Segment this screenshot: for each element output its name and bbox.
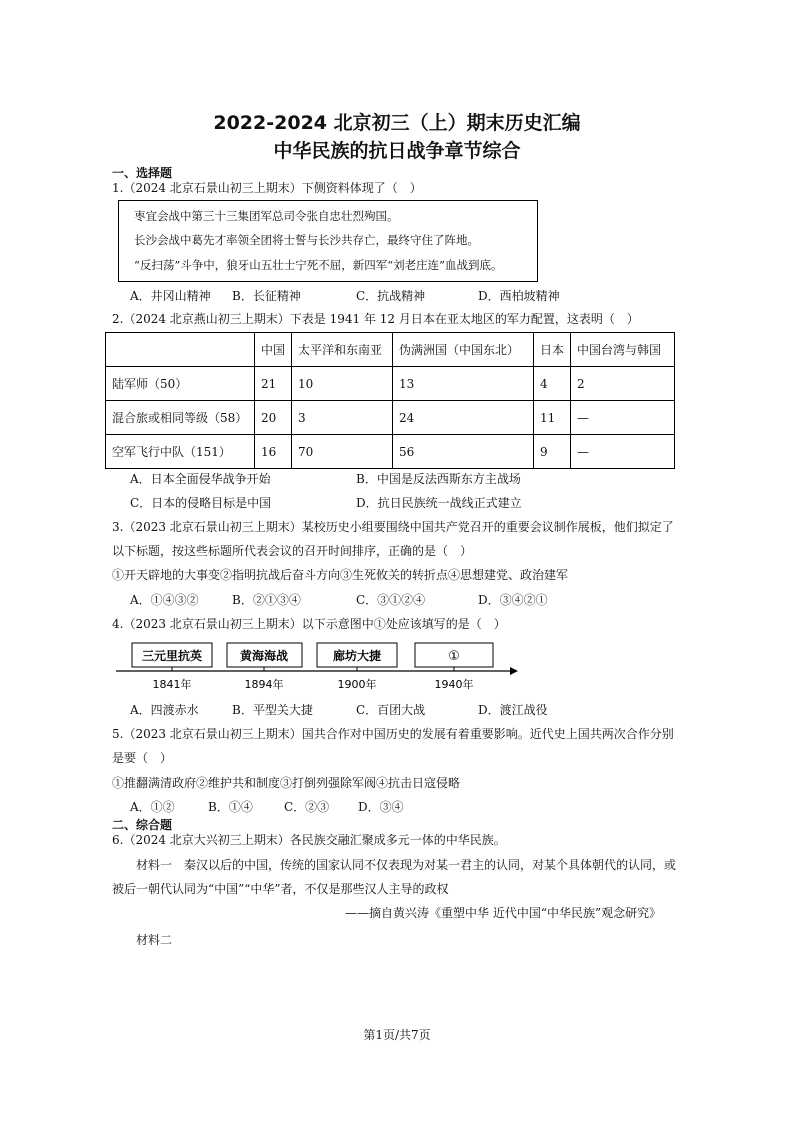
q2-stem: 2.（2024 北京燕山初三上期末）下表是 1941 年 12 月日本在亚太地区的军力配置，这表明（ ）	[112, 312, 639, 326]
q4-option-c: C．百团大战	[356, 703, 426, 717]
q3-stem-line-2: 以下标题，按这些标题所代表会议的召开时间排序，正确的是（ ）	[112, 544, 473, 558]
table-header-row	[106, 333, 675, 367]
timeline-event-4	[415, 643, 493, 691]
table-row	[106, 401, 675, 435]
q3-option-b: B．②①③④	[232, 593, 301, 607]
table-cell: 56	[393, 435, 534, 469]
q3-option-a: A．①④③②	[130, 593, 199, 607]
table-row	[106, 435, 675, 469]
q1-box-line-2: 长沙会战中葛先才率领全团将士誓与长沙共存亡，最终守住了阵地。	[134, 233, 479, 247]
q6-material1-line-1: 材料一 秦汉以后的中国，传统的国家认同不仅表现为对某一君主的认同，对某个具体朝代的认同，或	[136, 858, 677, 872]
timeline-event-3	[317, 643, 397, 691]
q6-stem: 6.（2024 北京大兴初三上期末）各民族交融汇聚成多元一体的中华民族。	[112, 833, 506, 847]
q4-timeline-diagram	[112, 638, 522, 694]
q5-option-d: D．③④	[358, 800, 404, 814]
q5-option-a: A．①②	[130, 800, 175, 814]
table-header-cell: 日本	[534, 333, 571, 367]
q6-material2: 材料二	[136, 933, 173, 947]
table-cell: 3	[292, 401, 393, 435]
q2-option-d: D．抗日民族统一战线正式建立	[356, 496, 522, 510]
table-row	[106, 367, 675, 401]
table-header-cell	[106, 333, 255, 367]
q4-stem: 4.（2023 北京石景山初三上期末）以下示意图中①处应该填写的是（ ）	[112, 617, 506, 631]
timeline-year: 1940年	[434, 678, 474, 691]
q3-items: ①开天辟地的大事变②指明抗战后奋斗方向③生死攸关的转折点④思想建党、政治建军	[112, 568, 569, 582]
page-title: 2022-2024 北京初三（上）期末历史汇编	[213, 112, 581, 134]
q1-option-b: B．长征精神	[232, 289, 301, 303]
q5-option-c: C．②③	[284, 800, 330, 814]
table-header-cell: 中国台湾与韩国	[571, 333, 675, 367]
table-cell: —	[571, 435, 675, 469]
q5-option-b: B．①④	[208, 800, 253, 814]
table-cell: —	[571, 401, 675, 435]
q6-source: ——摘自黄兴涛《重塑中华 近代中国“中华民族”观念研究》	[345, 906, 662, 920]
q5-stem-line-1: 5.（2023 北京石景山初三上期末）国共合作对中国历史的发展有着重要影响。近代史上国共两次合作分别	[112, 727, 674, 741]
timeline-event-label: 三元里抗英	[141, 649, 203, 663]
table-cell: 9	[534, 435, 571, 469]
table-cell: 4	[534, 367, 571, 401]
timeline-event-2	[227, 643, 302, 691]
timeline-year: 1900年	[337, 678, 377, 691]
q2-option-b: B．中国是反法西斯东方主战场	[356, 472, 521, 486]
table-cell: 2	[571, 367, 675, 401]
q4-option-a: A．四渡赤水	[130, 703, 199, 717]
table-cell: 21	[255, 367, 292, 401]
q4-option-b: B．平型关大捷	[232, 703, 313, 717]
table-header-cell: 伪满洲国（中国东北）	[393, 333, 534, 367]
q1-box-line-1: 枣宜会战中第三十三集团军总司令张自忠壮烈殉国。	[134, 209, 399, 223]
q3-option-c: C．③①②④	[356, 593, 426, 607]
section-label-choice: 一、选择题	[112, 166, 173, 180]
q2-option-c: C．日本的侵略目标是中国	[130, 496, 272, 510]
q4-option-d: D．渡江战役	[478, 703, 548, 717]
page-number: 第1页/共7页	[363, 1028, 431, 1042]
q1-stem: 1.（2024 北京石景山初三上期末）下侧资料体现了（ ）	[112, 181, 422, 195]
table-cell: 11	[534, 401, 571, 435]
q5-items: ①推翻满清政府②维护共和制度③打倒列强除军阀④抗击日寇侵略	[112, 776, 461, 790]
q2-option-a: A．日本全面侵华战争开始	[130, 472, 271, 486]
q1-option-d: D．西柏坡精神	[478, 289, 560, 303]
timeline-event-1	[132, 643, 212, 691]
q2-army-table	[105, 332, 675, 469]
table-cell: 空军飞行中队（151）	[106, 435, 255, 469]
timeline-event-label: ①	[448, 649, 460, 664]
table-cell: 陆军师（50）	[106, 367, 255, 401]
table-cell: 10	[292, 367, 393, 401]
table-cell: 13	[393, 367, 534, 401]
table-header-cell: 中国	[255, 333, 292, 367]
page-subtitle: 中华民族的抗日战争章节综合	[273, 140, 521, 162]
timeline-event-label: 廊坊大捷	[332, 649, 382, 663]
timeline-event-label: 黄海海战	[239, 649, 289, 663]
table-header-cell: 太平洋和东南亚	[292, 333, 393, 367]
section-label-comprehensive: 二、综合题	[112, 818, 173, 832]
table-cell: 24	[393, 401, 534, 435]
q3-option-d: D．③④②①	[478, 593, 548, 607]
timeline-year: 1894年	[244, 678, 284, 691]
q5-stem-line-2: 是要（ ）	[112, 751, 173, 765]
table-cell: 70	[292, 435, 393, 469]
table-cell: 20	[255, 401, 292, 435]
q1-option-a: A．井冈山精神	[130, 289, 211, 303]
timeline-arrow-icon	[510, 667, 518, 675]
q1-option-c: C．抗战精神	[356, 289, 426, 303]
q6-material1-line-2: 被后一朝代认同为“中国”“中华”者，不仅是那些汉人主导的政权	[112, 882, 449, 896]
q1-box-line-3: “反扫荡”斗争中，狼牙山五壮士宁死不屈，新四军“刘老庄连”血战到底。	[134, 258, 503, 272]
table-cell: 混合旅或相同等级（58）	[106, 401, 255, 435]
table-cell: 16	[255, 435, 292, 469]
timeline-year: 1841年	[152, 678, 192, 691]
q3-stem-line-1: 3.（2023 北京石景山初三上期末）某校历史小组要围绕中国共产党召开的重要会议制作展板，他们拟定了	[112, 520, 674, 534]
